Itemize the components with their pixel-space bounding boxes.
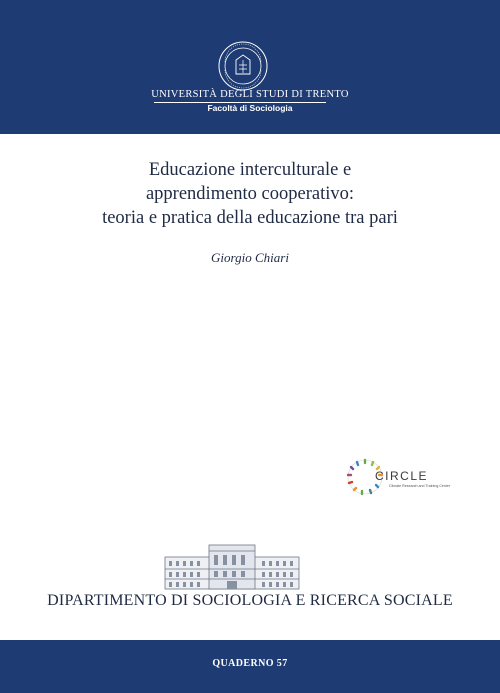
university-name: UNIVERSITÀ DEGLI STUDI DI TRENTO — [151, 89, 349, 100]
page-title — [40, 158, 460, 230]
series-number: QUADERNO 57 — [212, 658, 288, 669]
university-seal-icon — [217, 40, 269, 92]
title-line: Educazione interculturale e — [148, 160, 352, 180]
author-name: Giorgio Chiari — [211, 250, 289, 265]
building-illustration-icon — [163, 543, 301, 591]
title-line: teoria e pratica della educazione tra pari — [102, 208, 398, 228]
title-line: apprendimento cooperativo: — [145, 184, 355, 204]
faculty-name: Facoltà di Sociologia — [207, 103, 293, 113]
department-name: DIPARTIMENTO DI SOCIOLOGIA E RICERCA SOCIALE — [47, 592, 453, 609]
circle-logo-name: CIRCLE — [375, 469, 429, 483]
circle-logo — [345, 454, 460, 500]
circle-logo-tagline: Climate Research and Training Center — [389, 484, 451, 488]
